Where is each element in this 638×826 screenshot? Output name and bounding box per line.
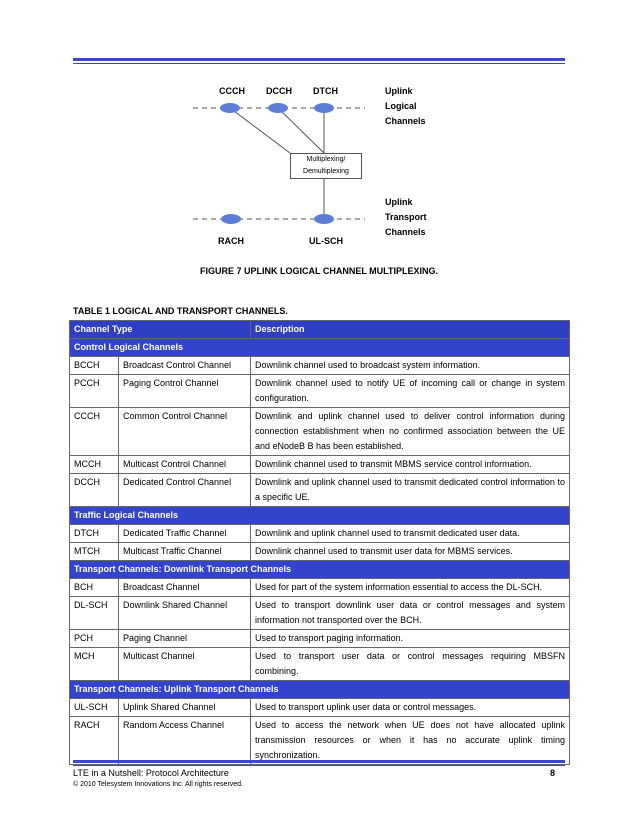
table-section-row: [70, 681, 570, 699]
side-label-line: Uplink: [385, 86, 413, 96]
footer-rule: [73, 760, 565, 763]
table-section-row: [70, 339, 570, 357]
table-row: [70, 408, 570, 456]
table-row: [70, 579, 570, 597]
table-row: [70, 699, 570, 717]
table-caption: TABLE 1 LOGICAL AND TRANSPORT CHANNELS.: [73, 306, 288, 316]
channel-cell: UL-SCH: [70, 699, 119, 717]
table-section-row: [70, 507, 570, 525]
description-cell: Used to access the network when UE does not have allocated uplink transmission resources or when it has no accurate uplink timing synchronization.: [251, 717, 570, 765]
type-cell: Multicast Channel: [119, 648, 251, 681]
table-row: [70, 543, 570, 561]
description-cell: Downlink channel used to transmit user data for MBMS services.: [251, 543, 570, 561]
description-cell: Downlink channel used to notify UE of incoming call or change in system configuration.: [251, 375, 570, 408]
uplink-logical-label: [385, 84, 426, 129]
dtch-label: DTCH: [313, 86, 338, 96]
type-cell: Random Access Channel: [119, 717, 251, 765]
channels-table-body: [70, 321, 570, 765]
description-cell: Used to transport user data or control messages requiring MBSFN combining.: [251, 648, 570, 681]
ccch-label: CCCH: [219, 86, 245, 96]
side-label-line: Transport: [385, 212, 427, 222]
channel-header: Channel: [74, 324, 110, 334]
channel-cell: CCCH: [70, 408, 119, 456]
table-row: [70, 525, 570, 543]
description-cell: Used to transport uplink user data or control messages.: [251, 699, 570, 717]
uplink-multiplexing-diagram: [0, 0, 638, 300]
channels-table: [69, 320, 570, 765]
dtch-node: [314, 103, 334, 113]
multiplexing-box: [290, 153, 362, 179]
description-cell: Downlink channel used to broadcast system information.: [251, 357, 570, 375]
type-cell: Paging Channel: [119, 630, 251, 648]
table-row: [70, 630, 570, 648]
type-cell: Downlink Shared Channel: [119, 597, 251, 630]
uplink-transport-label: [385, 195, 427, 240]
table-row: [70, 375, 570, 408]
diagram-graphic: [0, 0, 638, 300]
description-cell: Downlink and uplink channel used to transmit dedicated user data.: [251, 525, 570, 543]
rach-node: [221, 214, 241, 224]
description-cell: Used to transport downlink user data or control messages and system information not transported over the BCH.: [251, 597, 570, 630]
type-cell: Broadcast Channel: [119, 579, 251, 597]
channel-cell: MTCH: [70, 543, 119, 561]
table-header-row: [70, 321, 570, 339]
section-title: Transport Channels: Downlink Transport Channels: [70, 561, 570, 579]
page-number: 8: [550, 768, 556, 778]
channel-cell: PCH: [70, 630, 119, 648]
type-cell: Multicast Control Channel: [119, 456, 251, 474]
footer-title: LTE in a Nutshell: Protocol Architecture: [73, 768, 229, 778]
channel-cell: DTCH: [70, 525, 119, 543]
channel-cell: MCH: [70, 648, 119, 681]
description-header: Description: [251, 321, 570, 339]
ccch-node: [220, 103, 240, 113]
description-cell: Downlink and uplink channel used to deliver control information during connection establishment when no confirmed association between the UE and eNodeB B has been established.: [251, 408, 570, 456]
dcch-node: [268, 103, 288, 113]
dcch-link: [278, 108, 324, 153]
section-title: Control Logical Channels: [70, 339, 570, 357]
channel-cell: BCCH: [70, 357, 119, 375]
footer-rule-thin: [73, 765, 565, 766]
channel-cell: PCCH: [70, 375, 119, 408]
figure-caption: FIGURE 7 UPLINK LOGICAL CHANNEL MULTIPLEXING.: [199, 266, 438, 276]
side-label-line: Channels: [385, 227, 426, 237]
table-row: [70, 717, 570, 765]
channel-type-header: [70, 321, 251, 339]
table-row: [70, 648, 570, 681]
table-section-row: [70, 561, 570, 579]
table-row: [70, 357, 570, 375]
table-row: [70, 597, 570, 630]
channel-cell: MCCH: [70, 456, 119, 474]
dcch-label: DCCH: [266, 86, 292, 96]
ccch-link: [230, 108, 290, 153]
type-cell: Multicast Traffic Channel: [119, 543, 251, 561]
description-cell: Downlink and uplink channel used to transmit dedicated control information to a specific UE.: [251, 474, 570, 507]
section-title: Transport Channels: Uplink Transport Channels: [70, 681, 570, 699]
channel-cell: RACH: [70, 717, 119, 765]
type-cell: Dedicated Control Channel: [119, 474, 251, 507]
mux-label-line: Demultiplexing: [303, 168, 349, 175]
copyright: © 2010 Telesystem Innovations Inc. All rights reserved.: [73, 781, 244, 788]
description-cell: Used for part of the system information essential to access the DL-SCH.: [251, 579, 570, 597]
type-cell: Paging Control Channel: [119, 375, 251, 408]
table-row: [70, 456, 570, 474]
type-cell: Uplink Shared Channel: [119, 699, 251, 717]
channel-cell: DL-SCH: [70, 597, 119, 630]
section-title: Traffic Logical Channels: [70, 507, 570, 525]
type-header: Type: [112, 324, 133, 334]
side-label-line: Channels: [385, 116, 426, 126]
channel-cell: DCCH: [70, 474, 119, 507]
mux-label-line: Multiplexing/: [306, 156, 346, 163]
rach-label: RACH: [218, 236, 244, 246]
type-cell: Dedicated Traffic Channel: [119, 525, 251, 543]
type-cell: Common Control Channel: [119, 408, 251, 456]
type-cell: Broadcast Control Channel: [119, 357, 251, 375]
description-cell: Downlink channel used to transmit MBMS service control information.: [251, 456, 570, 474]
channel-cell: BCH: [70, 579, 119, 597]
description-cell: Used to transport paging information.: [251, 630, 570, 648]
side-label-line: Logical: [385, 101, 417, 111]
side-label-line: Uplink: [385, 197, 413, 207]
table-row: [70, 474, 570, 507]
ulsch-node: [314, 214, 334, 224]
ulsch-label: UL-SCH: [309, 236, 343, 246]
